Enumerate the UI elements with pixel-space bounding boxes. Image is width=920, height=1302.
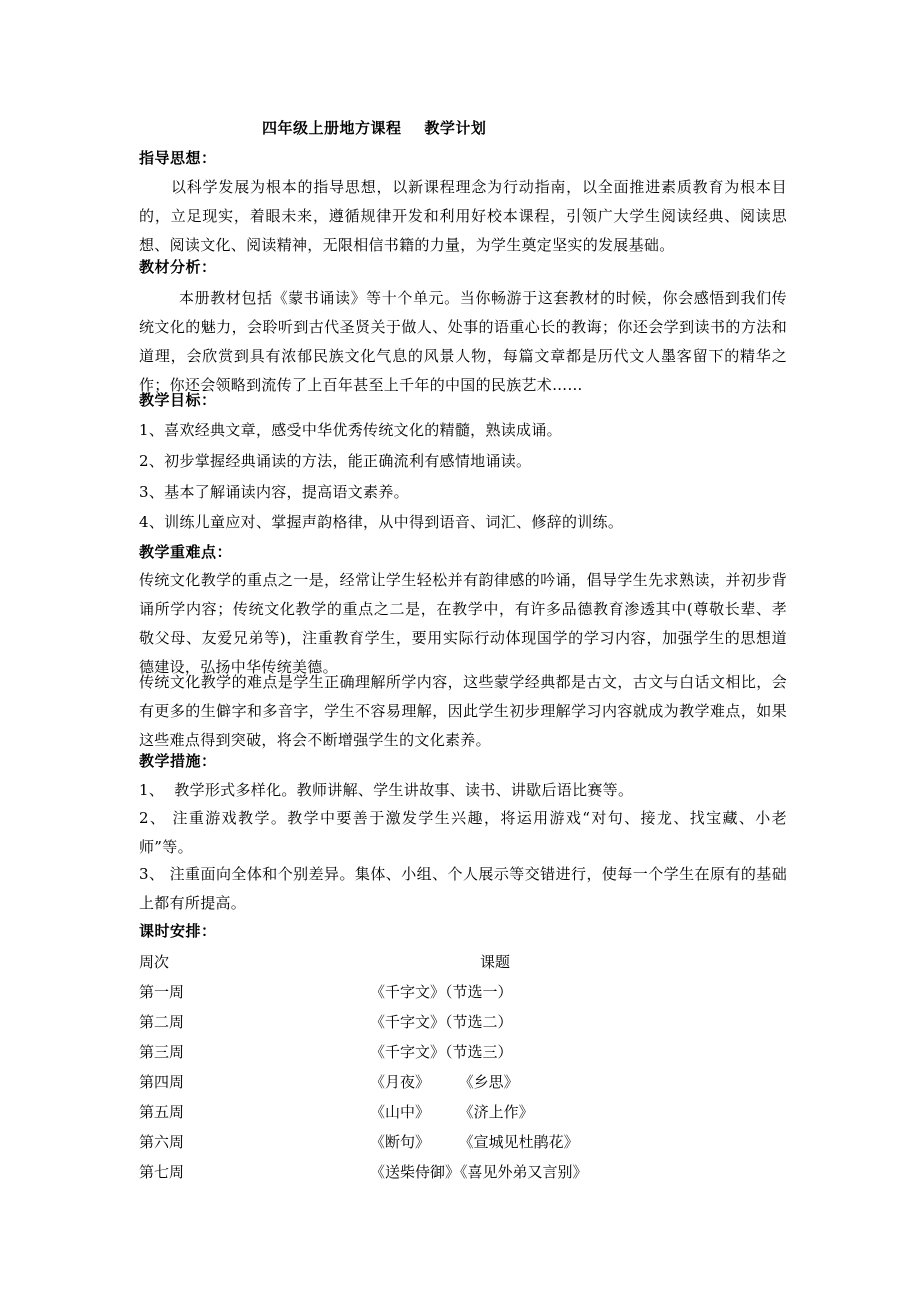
schedule-row-week: 第四周 bbox=[139, 1073, 185, 1091]
paragraph-guiding: 以科学发展为根本的指导思想，以新课程理念为行动指南，以全面推进素质教育为根本目的，立足现实，着眼未来，遵循规律开发和利用好校本课程，引领广大学生阅读经典、阅读思想、阅读文化、阅读精神，无限相信书籍的力量，为学生奠定坚实的发展基础。 bbox=[139, 178, 787, 254]
schedule-row-topic: 《山中》 《济上作》 bbox=[370, 1103, 534, 1121]
schedule-row-topic: 《千字文》（节选二） bbox=[370, 1013, 513, 1031]
goal-item-3: 3、基本了解诵读内容，提高语文素养。 bbox=[139, 483, 409, 501]
schedule-row-week: 第一周 bbox=[139, 983, 185, 1001]
schedule-row-topic: 《千字文》（节选一） bbox=[370, 983, 513, 1001]
goal-item-1: 1、喜欢经典文章，感受中华优秀传统文化的精髓，熟读成诵。 bbox=[139, 421, 562, 439]
heading-keypoints: 教学重难点： bbox=[139, 543, 233, 561]
measure-item-1: 1、 教学形式多样化。教师讲解、学生讲故事、读书、讲歇后语比赛等。 bbox=[139, 781, 634, 799]
schedule-row-week: 第六周 bbox=[139, 1133, 185, 1151]
schedule-row-topic: 《送柴侍御》《喜见外弟又言别》 bbox=[370, 1163, 588, 1181]
paragraph-keypoints-1: 传统文化教学的重点之一是，经常让学生轻松并有韵律感的吟诵，倡导学生先求熟读，并初步背诵所学内容；传统文化教学的重点之二是，在教学中，有许多品德教育渗透其中(尊敬长辈、孝敬父母、友爱兄弟等)，注重教育学生，要用实际行动体现国学的学习内容，加强学生的思想道德建设，弘扬中华传统美德。 bbox=[139, 571, 787, 676]
schedule-row-topic: 《断句》 《宣城见杜鹃花》 bbox=[370, 1133, 579, 1151]
schedule-row-week: 第二周 bbox=[139, 1013, 185, 1031]
heading-goals: 教学目标： bbox=[139, 391, 217, 409]
schedule-header-week: 周次 bbox=[139, 953, 170, 971]
heading-measures: 教学措施： bbox=[139, 752, 217, 770]
schedule-row-topic: 《千字文》（节选三） bbox=[370, 1043, 513, 1061]
measure-item-3: 3、 注重面向全体和个别差异。集体、小组、个人展示等交错进行，使每一个学生在原有的基础上都有所提高。 bbox=[139, 865, 787, 912]
goal-item-2: 2、初步掌握经典诵读的方法，能正确流利有感情地诵读。 bbox=[139, 452, 532, 470]
schedule-row-week: 第五周 bbox=[139, 1103, 185, 1121]
heading-guiding: 指导思想： bbox=[139, 149, 217, 167]
schedule-header-topic: 课题 bbox=[480, 953, 511, 971]
measure-item-2: 2、 注重游戏教学。教学中要善于激发学生兴趣，将运用游戏“对句、接龙、找宝藏、小老师”等。 bbox=[139, 809, 787, 856]
schedule-row-topic: 《月夜》 《乡思》 bbox=[370, 1073, 519, 1091]
heading-schedule: 课时安排： bbox=[139, 922, 217, 940]
heading-material: 教材分析： bbox=[139, 258, 217, 276]
schedule-row-week: 第七周 bbox=[139, 1163, 185, 1181]
schedule-row-week: 第三周 bbox=[139, 1043, 185, 1061]
document-title: 四年级上册地方课程 教学计划 bbox=[262, 119, 487, 137]
paragraph-material: 本册教材包括《蒙书诵读》等十个单元。当你畅游于这套教材的时候，你会感悟到我们传统文化的魅力，会聆听到古代圣贤关于做人、处事的语重心长的教诲；你还会学到读书的方法和道理，会欣赏到具有浓郁民族文化气息的风景人物，每篇文章都是历代文人墨客留下的精华之作；你还会领略到流传了上百年甚至上千年的中国的民族艺术…… bbox=[139, 289, 787, 394]
goal-item-4: 4、训练儿童应对、掌握声韵格律，从中得到语音、词汇、修辞的训练。 bbox=[139, 513, 624, 531]
paragraph-keypoints-2: 传统文化教学的难点是学生正确理解所学内容，这些蒙学经典都是古文，古文与白话文相比，会有更多的生僻字和多音字，学生不容易理解，因此学生初步理解学习内容就成为教学难点，如果这些难点得到突破，将会不断增强学生的文化素养。 bbox=[139, 673, 787, 749]
